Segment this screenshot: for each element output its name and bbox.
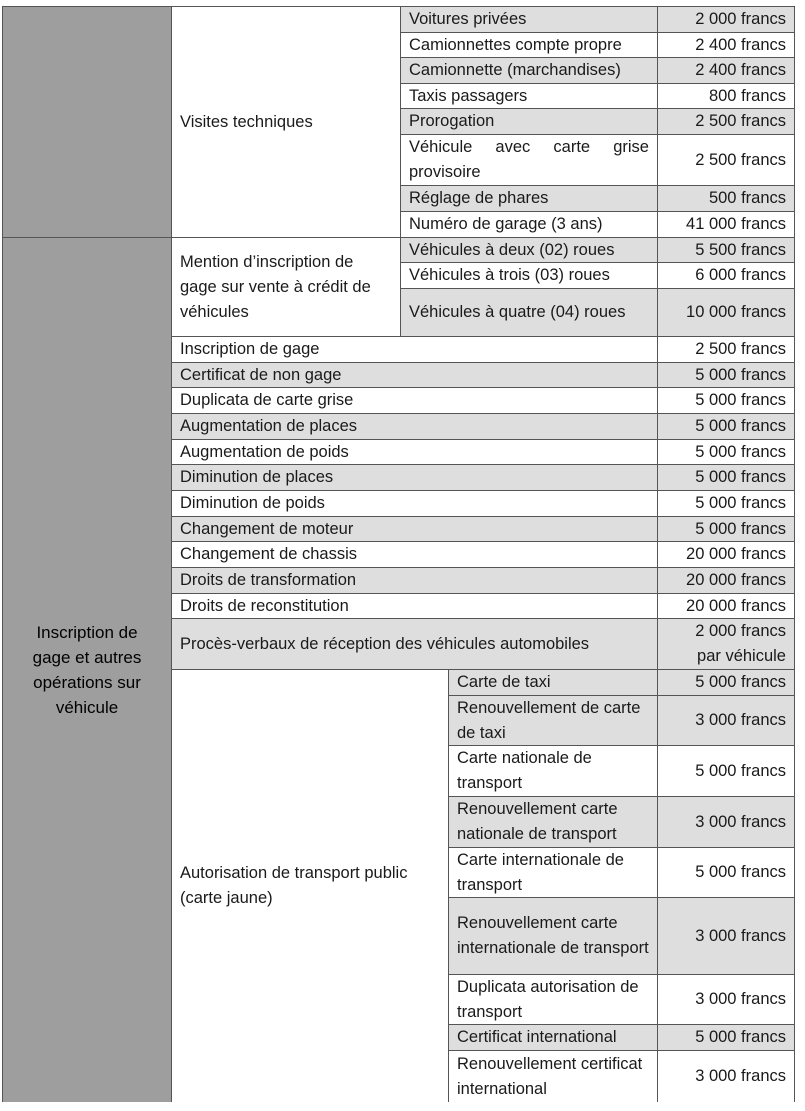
operation-price: 5 000 francs	[658, 363, 795, 388]
fee-item-label: Camionnettes compte propre	[401, 33, 658, 58]
fee-item-label: Certificat international	[449, 1025, 658, 1051]
operation-price: 20 000 francs	[658, 594, 795, 619]
fee-item-price: 5 000 francs	[658, 670, 795, 696]
fee-item-price: 2 400 francs	[658, 58, 795, 84]
fee-item-label: Taxis passagers	[401, 84, 658, 109]
fee-item-label: Renouvellement de carte de taxi	[449, 696, 658, 746]
group-label-gage-mention: Mention d’inscription de gage sur vente à crédit de véhicules	[172, 238, 401, 337]
fee-item-price: 10 000 francs	[658, 289, 795, 337]
operation-price: 5 000 francs	[658, 440, 795, 465]
fee-item-label: Renouvellement carte internationale de transport	[449, 898, 658, 975]
fee-item-price: 6 000 francs	[658, 263, 795, 289]
operation-price: 5 000 francs	[658, 414, 795, 440]
operation-label: Inscription de gage	[172, 337, 658, 363]
fee-item-price: 2 400 francs	[658, 33, 795, 58]
fee-item-price: 3 000 francs	[658, 797, 795, 848]
operation-price: 5 000 francs	[658, 517, 795, 542]
fee-item-price: 3 000 francs	[658, 898, 795, 975]
operation-label: Droits de reconstitution	[172, 594, 658, 619]
fee-item-price: 5 500 francs	[658, 238, 795, 263]
fee-item-price: 5 000 francs	[658, 1025, 795, 1051]
operation-label: Duplicata de carte grise	[172, 388, 658, 414]
fee-item-price: 41 000 francs	[658, 212, 795, 238]
operation-label: Certificat de non gage	[172, 363, 658, 388]
fee-item-label: Camionnette (marchandises)	[401, 58, 658, 84]
fee-item-label: Véhicules à quatre (04) roues	[401, 289, 658, 337]
operation-label: Augmentation de places	[172, 414, 658, 440]
operation-price: 20 000 francs	[658, 542, 795, 568]
operation-price: 2 000 francs par véhicule	[658, 619, 795, 670]
operation-label: Augmentation de poids	[172, 440, 658, 465]
fee-item-label: Carte internationale de transport	[449, 848, 658, 898]
fee-item-price: 5 000 francs	[658, 746, 795, 797]
operation-price: 20 000 francs	[658, 568, 795, 594]
fee-item-label: Carte nationale de transport	[449, 746, 658, 797]
operation-label: Procès-verbaux de réception des véhicules automobiles	[172, 619, 658, 670]
fee-item-label: Voitures privées	[401, 7, 658, 33]
fee-item-price: 500 francs	[658, 186, 795, 212]
fee-table	[2, 6, 795, 1102]
fee-item-price: 2 500 francs	[658, 135, 795, 186]
operation-label: Droits de transformation	[172, 568, 658, 594]
fee-item-label: Renouvellement carte nationale de transport	[449, 797, 658, 848]
fee-item-label: Renouvellement certificat international	[449, 1051, 658, 1102]
category-cell-vehicle-inspection	[3, 7, 172, 238]
fee-item-label: Véhicules à deux (02) roues	[401, 238, 658, 263]
fee-item-price: 3 000 francs	[658, 975, 795, 1025]
fee-item-label: Véhicule avec carte grise provisoire	[401, 135, 658, 186]
operation-price: 2 500 francs	[658, 337, 795, 363]
fee-item-price: 3 000 francs	[658, 1051, 795, 1102]
fee-item-label: Numéro de garage (3 ans)	[401, 212, 658, 238]
fee-item-label: Prorogation	[401, 109, 658, 135]
group-label-visites-techniques: Visites techniques	[172, 7, 401, 238]
group-label-transport-authorization: Autorisation de transport public (carte jaune)	[172, 670, 449, 1102]
operation-price: 5 000 francs	[658, 388, 795, 414]
operation-label: Diminution de poids	[172, 491, 658, 517]
operation-label: Changement de moteur	[172, 517, 658, 542]
fee-item-label: Duplicata autorisation de transport	[449, 975, 658, 1025]
fee-item-price: 2 500 francs	[658, 109, 795, 135]
fee-item-price: 3 000 francs	[658, 696, 795, 746]
fee-item-label: Réglage de phares	[401, 186, 658, 212]
fee-item-label: Véhicules à trois (03) roues	[401, 263, 658, 289]
fee-item-label: Carte de taxi	[449, 670, 658, 696]
operation-price: 5 000 francs	[658, 491, 795, 517]
operation-label: Diminution de places	[172, 465, 658, 491]
fee-item-price: 800 francs	[658, 84, 795, 109]
operation-price: 5 000 francs	[658, 465, 795, 491]
fee-item-price: 5 000 francs	[658, 848, 795, 898]
operation-label: Changement de chassis	[172, 542, 658, 568]
fee-item-price: 2 000 francs	[658, 7, 795, 33]
category-cell-gage-operations: Inscription de gage et autres opérations sur véhicule	[3, 238, 172, 1102]
